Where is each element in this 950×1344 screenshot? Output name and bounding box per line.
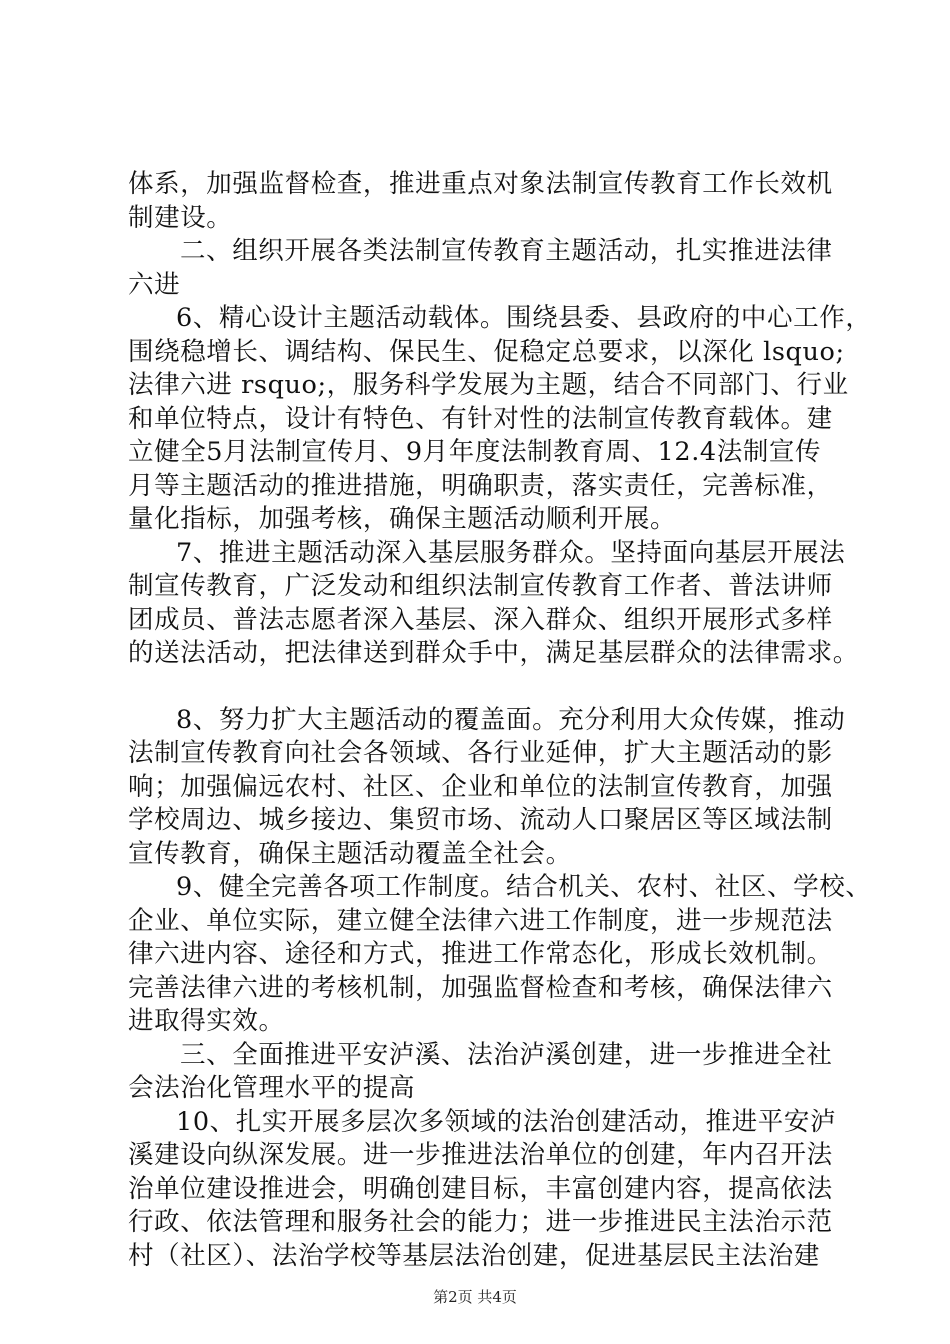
text-line: 量化指标，加强考核，确保主题活动顺利开展。 (128, 504, 677, 534)
text-line: 围绕稳增长、调结构、保民生、促稳定总要求，以深化 lsquo; (128, 336, 845, 367)
text-line: 律六进内容、途径和方式，推进工作常态化，形成长效机制。 (128, 939, 833, 969)
text-line: 团成员、普法志愿者深入基层、深入群众、组织开展形式多样 (128, 604, 833, 635)
text-line: 企业、单位实际，建立健全法律六进工作制度，进一步规范法 (128, 905, 833, 936)
text-line: 治单位建设推进会，明确创建目标，丰富创建内容，提高依法 (128, 1173, 833, 1204)
text-line: 6、精心设计主题活动载体。围绕县委、县政府的中心工作， (176, 303, 872, 333)
section-heading: 三、全面推进平安泸溪、法治泸溪创建，进一步推进全社 (180, 1039, 833, 1070)
text-line: 响；加强偏远农村、社区、企业和单位的法制宣传教育，加强 (128, 771, 833, 802)
text-line: 立健全5月法制宣传月、9月年度法制教育周、12.4法制宣传 (128, 437, 822, 467)
text-line: 学校周边、城乡接边、集贸市场、流动人口聚居区等区域法制 (128, 805, 833, 835)
page-footer: 第2页 共4页 (433, 1288, 517, 1306)
text-line: 法制宣传教育向社会各领域、各行业延伸，扩大主题活动的影 (128, 738, 833, 768)
text-line: 的送法活动，把法律送到群众手中，满足基层群众的法律需求。 (128, 638, 859, 668)
text-line: 9、健全完善各项工作制度。结合机关、农村、社区、学校、 (176, 872, 872, 902)
text-line: 体系，加强监督检查，推进重点对象法制宣传教育工作长效机 (128, 169, 833, 199)
text-line: 制建设。 (128, 202, 233, 233)
section-heading: 二、组织开展各类法制宣传教育主题活动，扎实推进法律 (180, 236, 833, 266)
text-line: 村（社区）、法治学校等基层法治创建，促进基层民主法治建 (128, 1240, 820, 1271)
text-line: 进取得实效。 (128, 1006, 285, 1036)
text-line: 制宣传教育，广泛发动和组织法制宣传教育工作者、普法讲师 (128, 571, 833, 601)
section-heading: 会法治化管理水平的提高 (128, 1073, 416, 1103)
text-line: 7、推进主题活动深入基层服务群众。坚持面向基层开展法 (176, 537, 846, 568)
document-body (128, 168, 872, 1273)
text-line: 行政、依法管理和服务社会的能力；进一步推进民主法治示范 (128, 1207, 833, 1237)
text-line: 8、努力扩大主题活动的覆盖面。充分利用大众传媒，推动 (176, 704, 846, 735)
text-line: 溪建设向纵深发展。进一步推进法治单位的创建，年内召开法 (128, 1140, 833, 1170)
text-line: 10、扎实开展多层次多领域的法治创建活动，推进平安泸 (176, 1106, 837, 1137)
text-line: 月等主题活动的推进措施，明确职责，落实责任，完善标准， (128, 470, 833, 501)
text-line: 完善法律六进的考核机制，加强监督检查和考核，确保法律六 (128, 972, 833, 1003)
text-line: 宣传教育，确保主题活动覆盖全社会。 (128, 838, 572, 869)
paragraph-gap (128, 671, 834, 704)
text-line: 和单位特点，设计有特色、有针对性的法制宣传教育载体。建 (128, 403, 833, 434)
text-line: 法律六进 rsquo;，服务科学发展为主题，结合不同部门、行业 (128, 370, 849, 400)
section-heading: 六进 (128, 269, 181, 300)
